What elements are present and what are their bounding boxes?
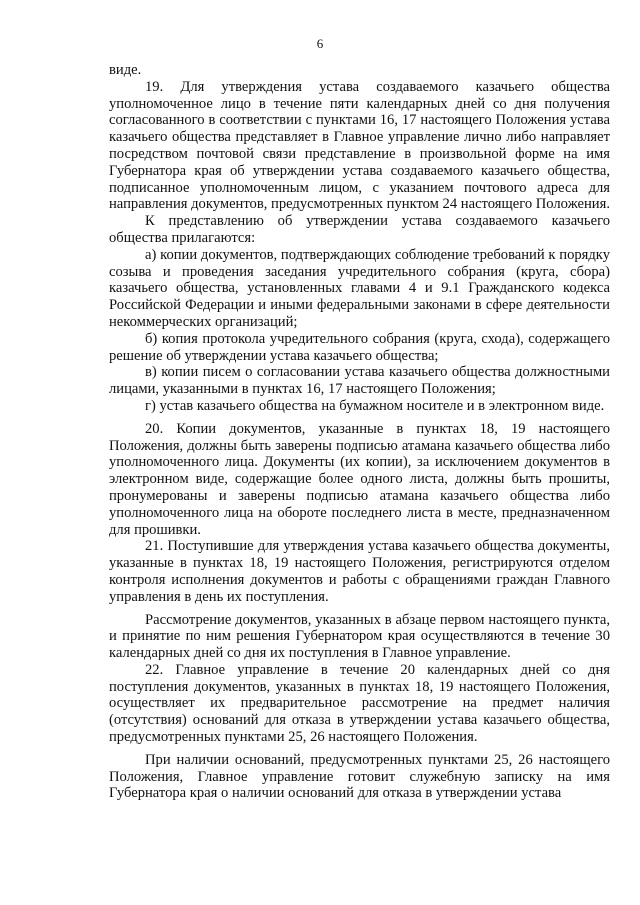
paragraph-attachments-intro: К представлению об утверждении устава создаваемого казачьего общества прилагаются: bbox=[109, 213, 610, 246]
paragraph-item-22: 22. Главное управление в течение 20 календарных дней со дня поступления документов, указанных в пунктах 18, 19 настоящего Положения, осуществляет их предварительное рассмотрение на предмет наличия (отсутствия) оснований для отказа в утверждении устава казачьего общества, предусмотренных пунктами 25, 26 настоящего Положения. bbox=[109, 661, 610, 746]
document-body bbox=[109, 62, 610, 802]
paragraph-subitem-v: в) копии писем о согласовании устава казачьего общества должностными лицами, указанными в пунктах 16, 17 настоящего Положения; bbox=[109, 364, 610, 398]
paragraph-item-20: 20. Копии документов, указанные в пунктах 18, 19 настоящего Положения, должны быть заверены подписью атамана казачьего общества либо уполномоченного лица. Документы (их копии), за исключением документов в электронном виде, содержащие более одного листа, должны быть прошиты, пронумерованы и заверены подписью атамана казачьего общества либо уполномоченного лица на обороте последнего листа в месте, предназначенном для прошивки. bbox=[109, 420, 610, 538]
paragraph-refusal-grounds: При наличии оснований, предусмотренных пунктами 25, 26 настоящего Положения, Главное управление готовит служебную записку на имя Губернатора края о наличии оснований для отказа в утверждении устава bbox=[109, 751, 610, 802]
page-number: 6 bbox=[316, 36, 324, 51]
paragraph-subitem-g: г) устав казачьего общества на бумажном носителе и в электронном виде. bbox=[145, 397, 605, 414]
paragraph-subitem-b: б) копия протокола учредительного собрания (круга, схода), содержащего решение об утверждении устава казачьего общества; bbox=[109, 330, 610, 364]
paragraph-continuation: виде. bbox=[109, 62, 142, 78]
paragraph-subitem-a: а) копии документов, подтверждающих соблюдение требований к порядку созыва и проведения заседания учредительного собрания (круга, сбора) казачьего общества, установленных главами 4 и 9.1 Гражданского кодекса Российской Федерации и иными федеральными законами в сфере деятельности некоммерческих организаций; bbox=[109, 246, 610, 330]
paragraph-review-period: Рассмотрение документов, указанных в абзаце первом настоящего пункта, и принятие по ним решения Губернатором края осуществляются в течение 30 календарных дней со дня их поступления в Главное управление. bbox=[109, 611, 610, 662]
paragraph-item-21: 21. Поступившие для утверждения устава казачьего общества документы, указанные в пунктах 18, 19 настоящего Положения, регистрируются отделом контроля исполнения документов и работы с обращениями граждан Главного управления в день их поступления. bbox=[109, 538, 610, 605]
paragraph-item-19: 19. Для утверждения устава создаваемого казачьего общества уполномоченное лицо в течение пяти календарных дней со дня получения согласованного в соответствии с пунктами 16, 17 настоящего Положения устава казачьего общества представляет в Главное управление лично либо направляет посредством почтовой связи представление в произвольной форме на имя Губернатора края об утверждении устава создаваемого казачьего общества, подписанное уполномоченным лицом, с указанием почтового адреса для направления документов, предусмотренных пунктом 24 настоящего Положения. bbox=[109, 78, 610, 213]
